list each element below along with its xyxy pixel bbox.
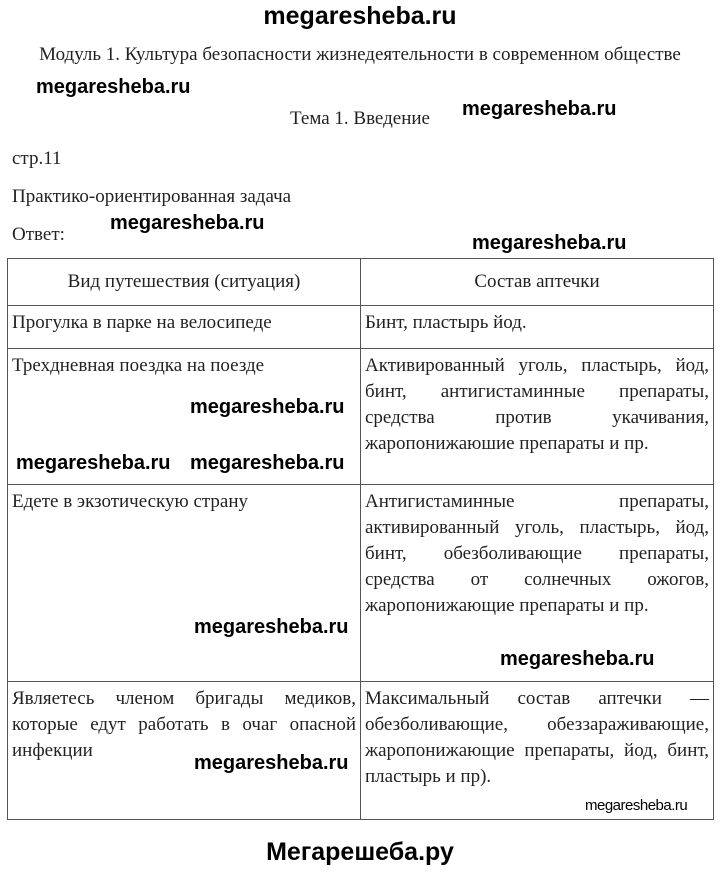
situation-cell: Являетесь членом бригады медиков, которые едут работать в очаг опасной инфекции (8, 682, 361, 820)
watermark: megaresheba.ru (190, 452, 345, 474)
watermark: megaresheba.ru (462, 98, 617, 120)
kit-cell: Максимальный состав аптечки — обезболивающие, обеззараживающие, жаропонижающие препараты, йод, бинт, пластырь и пр). (361, 682, 714, 820)
column-header: Состав аптечки (361, 259, 714, 306)
situation-cell: Прогулка в парке на велосипеде (8, 306, 361, 349)
column-header: Вид путешествия (ситуация) (8, 259, 361, 306)
page-number: стр.11 (12, 148, 62, 169)
first-aid-table (7, 258, 714, 820)
watermark: megaresheba.ru (36, 76, 191, 98)
watermark: megaresheba.ru (16, 452, 171, 474)
site-title: megaresheba.ru (263, 2, 457, 30)
answer-label: Ответ: (12, 224, 65, 245)
topic-title: Тема 1. Введение (290, 108, 430, 129)
watermark: megaresheba.ru (585, 797, 688, 814)
task-label: Практико-ориентированная задача (12, 186, 292, 207)
kit-cell: Антигистаминные препараты, активированный уголь, пластырь, йод, бинт, обезболивающие препараты, средства от солнечных ожогов, жаропонижающие препараты и пр. (361, 485, 714, 682)
watermark: megaresheba.ru (190, 396, 345, 418)
footer-title: Мегарешеба.ру (266, 838, 454, 866)
watermark: megaresheba.ru (110, 212, 265, 234)
watermark: megaresheba.ru (194, 616, 349, 638)
situation-cell: Трехдневная поездка на поезде (8, 349, 361, 485)
watermark: megaresheba.ru (500, 648, 655, 670)
situation-cell: Едете в экзотическую страну (8, 485, 361, 682)
watermark: megaresheba.ru (194, 752, 349, 774)
kit-cell: Активированный уголь, пластырь, йод, бинт, антигистаминные препараты, средства против укачивания, жаропонижаюшие препараты и пр. (361, 349, 714, 485)
module-title: Модуль 1. Культура безопасности жизнедеятельности в современном обществе (39, 44, 681, 65)
kit-cell: Бинт, пластырь йод. (361, 306, 714, 349)
table-header-row (8, 259, 714, 306)
watermark: megaresheba.ru (472, 232, 627, 254)
table-row (8, 306, 714, 349)
